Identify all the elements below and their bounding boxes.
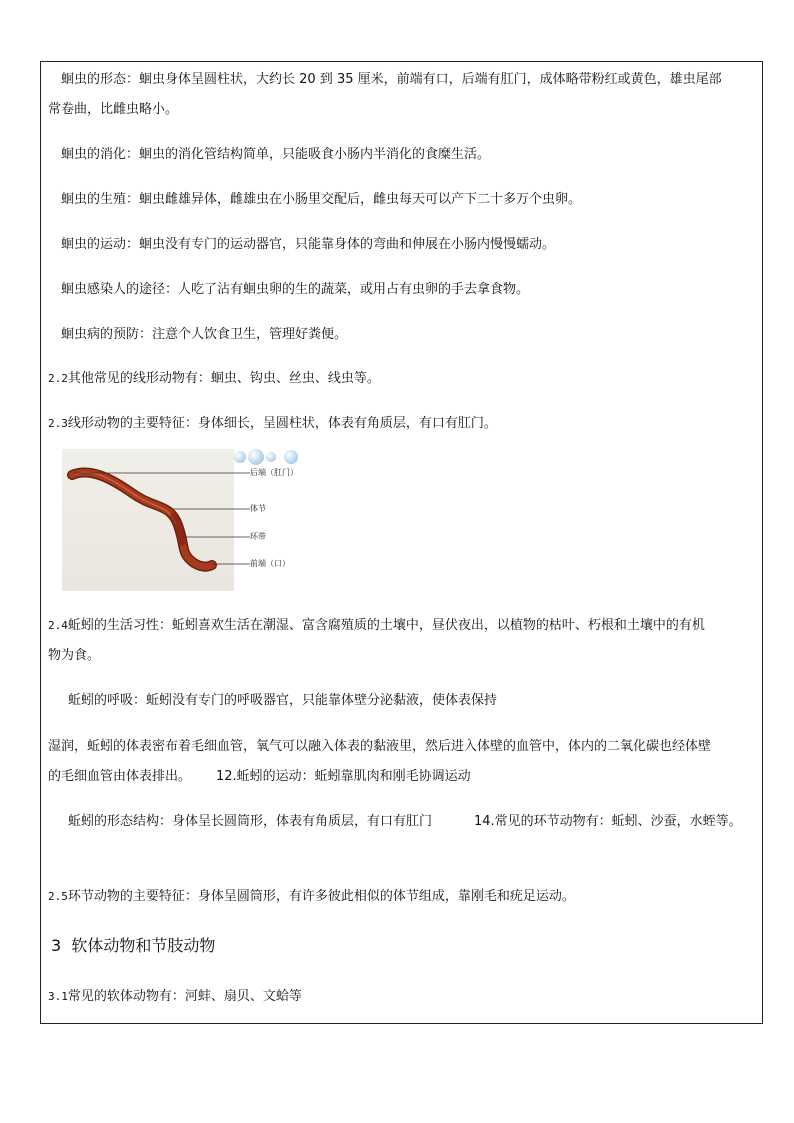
paragraph-number: 2.4 xyxy=(48,619,68,632)
label-clitellum: 环带 xyxy=(250,532,266,541)
roundworm-reproduction-text: 蛔虫的生殖：蛔虫雌雄异体，雌雄虫在小肠里交配后，雌虫每天可以产下二十多万个虫卵。 xyxy=(61,192,582,207)
roundworm-movement-text: 蛔虫的运动：蛔虫没有专门的运动器官，只能靠身体的弯曲和伸展在小肠内慢慢蠕动。 xyxy=(61,237,556,252)
label-rear-anus: 后端（肛门） xyxy=(250,468,298,477)
paragraph-number: 2.3 xyxy=(48,417,68,430)
label-front-mouth: 前端（口） xyxy=(250,559,290,568)
paragraph-text: 环节动物的主要特征：身体呈圆筒形，有许多彼此相似的体节组成，靠刚毛和疣足运动。 xyxy=(67,889,575,904)
earthworm-movement-text: 12.蚯蚓的运动：蚯蚓靠肌肉和刚毛协调运动 xyxy=(216,769,471,784)
heading-text: 软体动物和节肢动物 xyxy=(71,936,216,955)
paragraph-text: 常见的软体动物有：河蚌、扇贝、文蛤等 xyxy=(67,989,302,1004)
section-3-heading xyxy=(51,935,215,957)
paragraph-number: 2.2 xyxy=(48,372,68,385)
earthworm-breathing-cont2: 的毛细血管由体表排出。 xyxy=(48,769,192,784)
paragraph-number: 3.1 xyxy=(48,990,68,1003)
paragraph-2-5 xyxy=(48,888,575,906)
paragraph-text: 线形动物的主要特征：身体细长，呈圆柱状，体表有角质层，有口有肛门。 xyxy=(67,416,497,431)
roundworm-infection-text: 蛔虫感染人的途径：人吃了沾有蛔虫卵的生的蔬菜，或用占有虫卵的手去拿食物。 xyxy=(61,282,530,297)
label-body-segment: 体节 xyxy=(250,504,266,513)
earthworm-structure-text: 蚯蚓的形态结构：身体呈长圆筒形，体表有角质层，有口有肛门 xyxy=(68,814,433,829)
paragraph-2-3 xyxy=(48,415,497,433)
paragraph-2-4 xyxy=(48,617,705,635)
heading-number: 3 xyxy=(51,936,62,955)
paragraph-2-2 xyxy=(48,370,380,388)
earthworm-breathing-text: 蚯蚓的呼吸：蚯蚓没有专门的呼吸器官，只能靠体壁分泌黏液，使体表保持 xyxy=(68,693,498,708)
paragraph-text: 蚯蚓的生活习性：蚯蚓喜欢生活在潮湿、富含腐殖质的土壤中，昼伏夜出，以植物的枯叶、朽根和土壤中的有机 xyxy=(67,618,705,633)
roundworm-form-text: 蛔虫的形态：蛔虫身体呈圆柱状，大约长 20 到 35 厘米，前端有口，后端有肛门，成体略带粉红或黄色，雄虫尾部 xyxy=(61,72,722,87)
roundworm-prevention-text: 蛔虫病的预防：注意个人饮食卫生，管理好粪便。 xyxy=(61,327,348,342)
earthworm-figure xyxy=(62,449,300,591)
paragraph-3-1 xyxy=(48,988,302,1006)
paragraph-2-4-cont: 物为食。 xyxy=(48,648,101,663)
roundworm-digestion-text: 蛔虫的消化：蛔虫的消化管结构简单，只能吸食小肠内半消化的食糜生活。 xyxy=(61,147,491,162)
annelid-examples-text: 14.常见的环节动物有：蚯蚓、沙蚕，水蛭等。 xyxy=(474,814,742,829)
earthworm-breathing-cont1: 湿润，蚯蚓的体表密布着毛细血管，氧气可以融入体表的黏液里，然后进入体壁的血管中，体内的二氧化碳也经体壁 xyxy=(48,739,712,754)
roundworm-form-text-cont: 常卷曲，比雌虫略小。 xyxy=(48,102,179,117)
paragraph-number: 2.5 xyxy=(48,890,68,903)
paragraph-text: 其他常见的线形动物有：蛔虫、钩虫、丝虫、线虫等。 xyxy=(67,371,380,386)
